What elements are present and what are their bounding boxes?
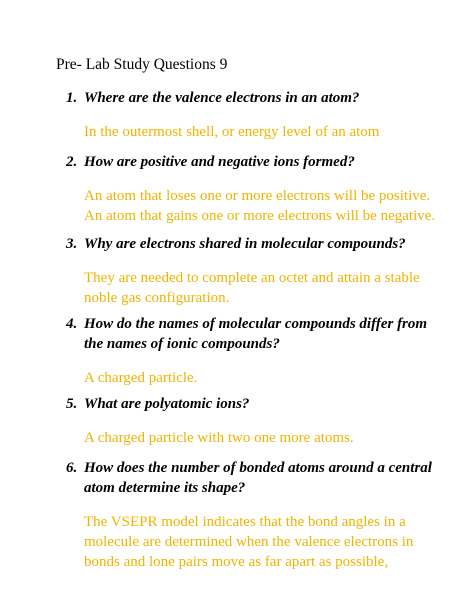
question-item bbox=[66, 314, 446, 388]
answer-text: A charged particle with two one more atoms. bbox=[84, 430, 354, 446]
question-label: Why are electrons shared in molecular compounds? bbox=[84, 236, 406, 252]
question-label: Where are the valence electrons in an atom? bbox=[84, 90, 360, 106]
question-number: 4. bbox=[66, 316, 78, 332]
question-text bbox=[66, 394, 446, 414]
question-label: How are positive and negative ions formed? bbox=[84, 154, 355, 170]
answer-text: They are needed to complete an octet and attain a stable noble gas configuration. bbox=[84, 270, 420, 306]
question-item bbox=[66, 234, 446, 308]
question-text bbox=[66, 234, 446, 254]
answer-text: The VSEPR model indicates that the bond angles in a molecule are determined when the valence electrons in bonds and lone pairs move as far apart as possible, bbox=[84, 514, 414, 570]
answer-text: In the outermost shell, or energy level of an atom bbox=[84, 124, 380, 140]
question-number: 2. bbox=[66, 154, 78, 170]
question-text bbox=[66, 88, 446, 108]
question-text bbox=[66, 458, 446, 498]
answer-text: An atom that loses one or more electrons will be positive. An atom that gains one or more electrons will be negative. bbox=[84, 188, 436, 224]
question-item bbox=[66, 458, 446, 572]
document-title: Pre- Lab Study Questions 9 bbox=[56, 56, 228, 73]
question-text bbox=[66, 314, 446, 354]
question-label: How do the names of molecular compounds differ from the names of ionic compounds? bbox=[84, 316, 428, 352]
question-label: How does the number of bonded atoms around a central atom determine its shape? bbox=[84, 460, 432, 496]
question-number: 6. bbox=[66, 460, 78, 476]
question-item bbox=[66, 88, 446, 142]
question-number: 5. bbox=[66, 396, 78, 412]
question-text bbox=[66, 152, 446, 172]
question-item bbox=[66, 152, 446, 226]
question-number: 1. bbox=[66, 90, 78, 106]
question-number: 3. bbox=[66, 236, 78, 252]
question-label: What are polyatomic ions? bbox=[84, 396, 250, 412]
answer-text: A charged particle. bbox=[84, 370, 198, 386]
question-item bbox=[66, 394, 446, 448]
